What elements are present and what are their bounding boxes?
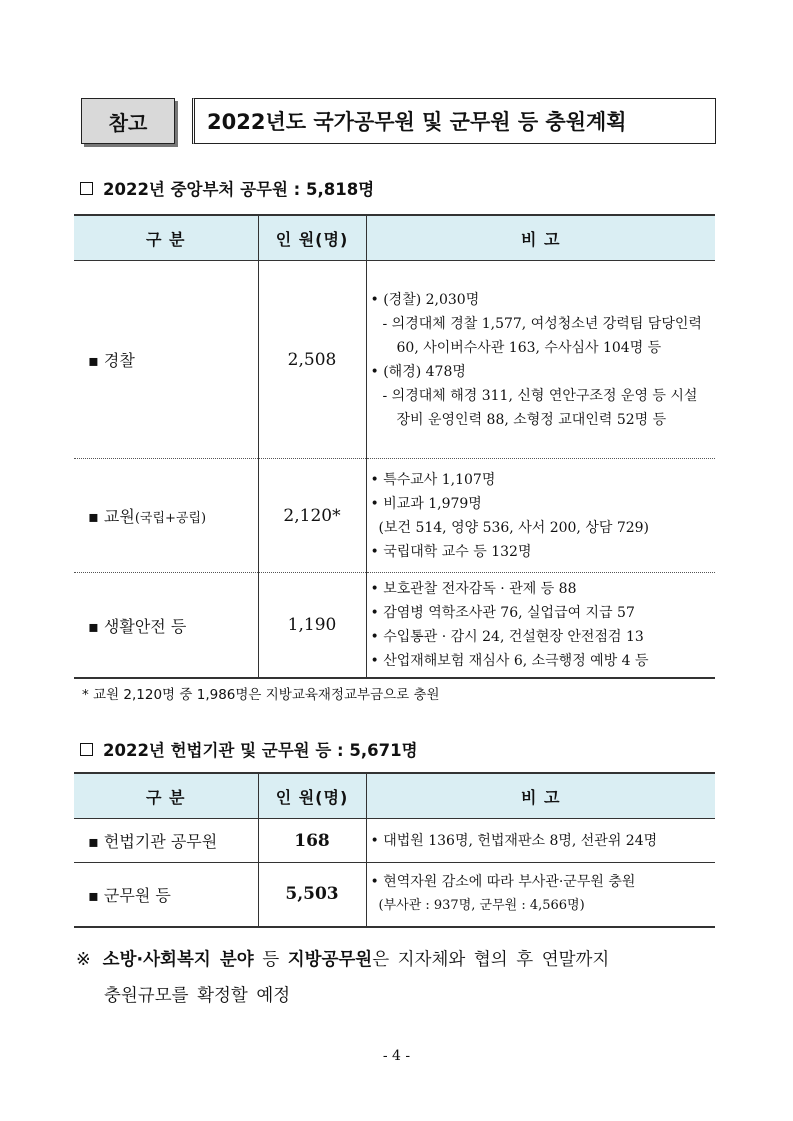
row-count: 2,508	[258, 261, 366, 459]
row-notes	[366, 573, 715, 679]
section2-title: 2022년 헌법기관 및 군무원 등 : 5,671명	[103, 741, 418, 760]
table-header-row	[74, 773, 715, 819]
note-item: • (경찰) 2,030명	[370, 291, 480, 308]
col-header-category: 구 분	[74, 215, 258, 261]
note-item: • 산업재해보험 재심사 6, 소극행정 예방 4 등	[370, 653, 649, 669]
section1-title: 2022년 중앙부처 공무원 : 5,818명	[103, 180, 375, 199]
section2-heading	[80, 737, 418, 761]
reference-mark: ※	[76, 950, 91, 970]
note-item: • 현역자원 감소에 따라 부사관·군무원 충원	[370, 874, 636, 891]
row-category: ▪ 군무원 등	[74, 863, 258, 927]
col-header-note: 비 고	[366, 215, 715, 261]
table-header-row	[74, 215, 715, 261]
remark-text-1: 등	[253, 950, 288, 970]
remark-emphasis-2: 지방공무원	[287, 950, 373, 970]
remark-emphasis-1: 소방·사회복지 분야	[102, 950, 254, 970]
note-item: • 국립대학 교수 등 132명	[370, 543, 532, 560]
page-number: - 4 -	[382, 1048, 411, 1064]
checkbox-square-icon	[80, 743, 93, 756]
note-item: • (해경) 478명	[370, 363, 466, 380]
table-row	[74, 459, 715, 573]
remark-text-2: 은 지자체와 협의 후 연말까지	[372, 950, 610, 970]
row-category: ▪ 경찰	[74, 261, 258, 459]
category-label: ▪ 교원	[88, 507, 135, 526]
note-item: - 의경대체 해경 311, 신형 연안구조정 운영 등 시설장비 운영인력 88, 소형정 교대인력 52명 등	[382, 387, 698, 428]
row-notes	[366, 261, 715, 459]
note-item: • 수입통관 · 감시 24, 건설현장 안전점검 13	[370, 629, 644, 645]
row-count: 2,120*	[258, 459, 366, 573]
row-notes	[366, 819, 715, 863]
table-row	[74, 261, 715, 459]
category-sublabel: (국립+공립)	[134, 511, 207, 526]
col-header-count: 인 원(명)	[258, 215, 366, 261]
row-notes	[366, 863, 715, 927]
note-item: • 대법원 136명, 헌법재판소 8명, 선관위 24명	[370, 832, 658, 849]
row-count: 168	[258, 819, 366, 863]
col-header-category: 구 분	[74, 773, 258, 819]
section1-heading	[80, 176, 374, 200]
row-category: ▪ 생활안전 등	[74, 573, 258, 679]
remark-paragraph	[76, 942, 721, 1014]
note-item: (보건 514, 영양 536, 사서 200, 상담 729)	[378, 519, 650, 536]
note-item: • 특수교사 1,107명	[370, 471, 496, 488]
note-item: • 보호관찰 전자감독 · 관제 등 88	[370, 581, 577, 597]
row-count: 5,503	[258, 863, 366, 927]
table-row	[74, 863, 715, 927]
col-header-count: 인 원(명)	[258, 773, 366, 819]
table-row	[74, 819, 715, 863]
row-category: ▪ 헌법기관 공무원	[74, 819, 258, 863]
note-item: (부사관 : 937명, 군무원 : 4,566명)	[378, 898, 585, 914]
table-row	[74, 573, 715, 679]
checkbox-square-icon	[80, 182, 93, 195]
section2-table	[74, 772, 715, 928]
document-title: 2022년도 국가공무원 및 군무원 등 충원계획	[192, 98, 716, 144]
note-item: • 비교과 1,979명	[370, 495, 482, 512]
row-count: 1,190	[258, 573, 366, 679]
reference-label: 참고	[81, 98, 175, 144]
footnote: * 교원 2,120명 중 1,986명은 지방교육재정교부금으로 충원	[82, 687, 440, 703]
section1-table	[74, 214, 715, 679]
note-item: • 감염병 역학조사관 76, 실업급여 지급 57	[370, 605, 635, 621]
col-header-note: 비 고	[366, 773, 715, 819]
row-notes	[366, 459, 715, 573]
document-header	[81, 98, 716, 144]
remark-text-3: 충원규모를 확정할 예정	[104, 986, 291, 1006]
row-category	[74, 459, 258, 573]
note-item: - 의경대체 경찰 1,577, 여성청소년 강력팀 담당인력 60, 사이버수사관 163, 수사심사 104명 등	[382, 315, 702, 356]
